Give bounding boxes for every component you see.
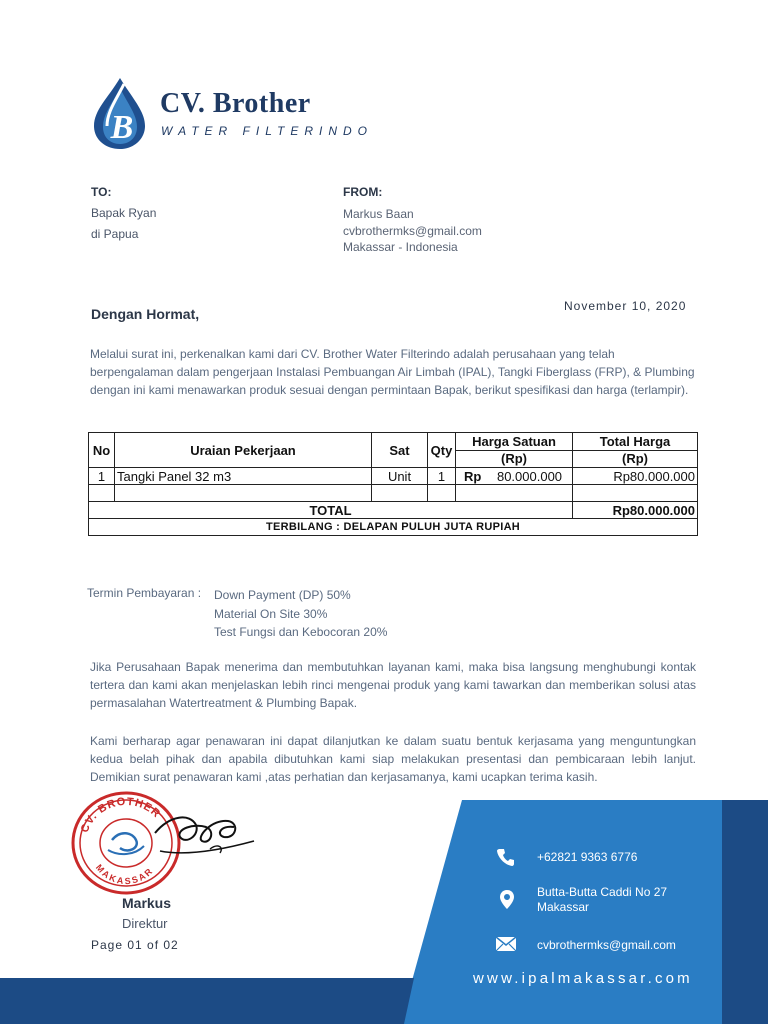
total-label: TOTAL [89,502,573,519]
cell-sat: Unit [372,468,428,485]
from-name: Markus Baan [343,207,414,221]
stamp-text-top: CV. BROTHER [78,795,163,835]
footer-address-line2: Makassar [537,900,590,914]
footer-address [537,885,667,915]
intro-paragraph: Melalui surat ini, perkenalkan kami dari CV. Brother Water Filterindo adalah perusahaan yang telah berpengalaman dalam pengerjaan Instalasi Pembuangan Air Limbah (IPAL), Tangki Fiberglass (FRP), & Plumbing dengan ini kami menawarkan produk sesuai dengan permintaan Bapak, berikut spesifikasi dan harga (terlampir). [90,347,695,397]
header-harga-satuan: Harga Satuan [456,433,573,451]
to-location: di Papua [91,227,139,241]
logo-letter: B [110,109,134,146]
header-uraian: Uraian Pekerjaan [115,433,372,468]
cell-harga-value: 80.000.000 [496,468,563,484]
from-email: cvbrothermks@gmail.com [343,224,482,238]
cell-harga-currency: Rp [464,468,482,484]
header-no: No [89,433,115,468]
header-total-harga: Total Harga [573,433,698,451]
footer-website[interactable]: www.ipalmakassar.com [473,970,693,987]
from-location: Makassar - Indonesia [343,240,458,254]
footer-address-line1: Butta-Butta Caddi No 27 [537,885,668,899]
cell-no: 1 [89,468,115,485]
letter-date: November 10, 2020 [564,299,687,313]
closing-paragraph: Kami berharap agar penawaran ini dapat dilanjutkan ke dalam suatu bentuk kerjasama yang menguntungkan kedua belah pihak dan apabila dibutuhkan kami siap melakukan presentasi dan pembicaraan lebih lanjut. Demikian surat penawaran kami ,atas perhatian dan kerjasamanya, kami ucapkan terima kasih. [90,734,696,784]
to-label: TO: [91,185,112,199]
signature-icon [150,805,260,865]
svg-text:MAKASSAR [94,862,156,886]
footer-phone: +62821 9363 6776 [537,850,638,864]
header-harga-satuan-unit: (Rp) [456,450,573,468]
contact-paragraph: Jika Perusahaan Bapak menerima dan membutuhkan layanan kami, maka bisa langsung menghubungi kontak tertera dan kami akan menjelaskan lebih rinci mengenai produk yang kami tawarkan dan memberikan solusi atas permasalahan Watertreatment & Plumbing Bapak. [90,660,696,710]
signatory-name: Markus [122,895,172,911]
payment-term-item: Test Fungsi dan Kebocoran 20% [214,625,388,639]
header-total-harga-unit: (Rp) [573,450,698,468]
terbilang-text: TERBILANG : DELAPAN PULUH JUTA RUPIAH [89,519,698,536]
company-subtitle: WATER FILTERINDO [161,124,374,138]
company-name: CV. Brother [160,88,311,119]
page-info: Page 01 of 02 [91,938,179,952]
from-label: FROM: [343,185,383,199]
cell-qty: 1 [428,468,456,485]
header-qty: Qty [428,433,456,468]
cell-total-harga: Rp80.000.000 [573,468,698,485]
payment-label: Termin Pembayaran : [87,586,202,600]
payment-term-item: Down Payment (DP) 50% [214,588,351,602]
stamp-text-bottom: MAKASSAR [93,862,156,887]
phone-icon [496,847,516,867]
signatory-title: Direktur [122,916,168,931]
footer-email: cvbrothermks@gmail.com [537,938,676,952]
location-pin-icon [497,889,517,909]
total-value: Rp80.000.000 [573,502,698,519]
to-name: Bapak Ryan [91,206,157,220]
payment-term-item: Material On Site 30% [214,606,328,621]
header-sat: Sat [372,433,428,468]
cell-uraian: Tangki Panel 32 m3 [115,468,372,485]
greeting: Dengan Hormat, [91,306,200,322]
mail-icon [495,936,517,952]
